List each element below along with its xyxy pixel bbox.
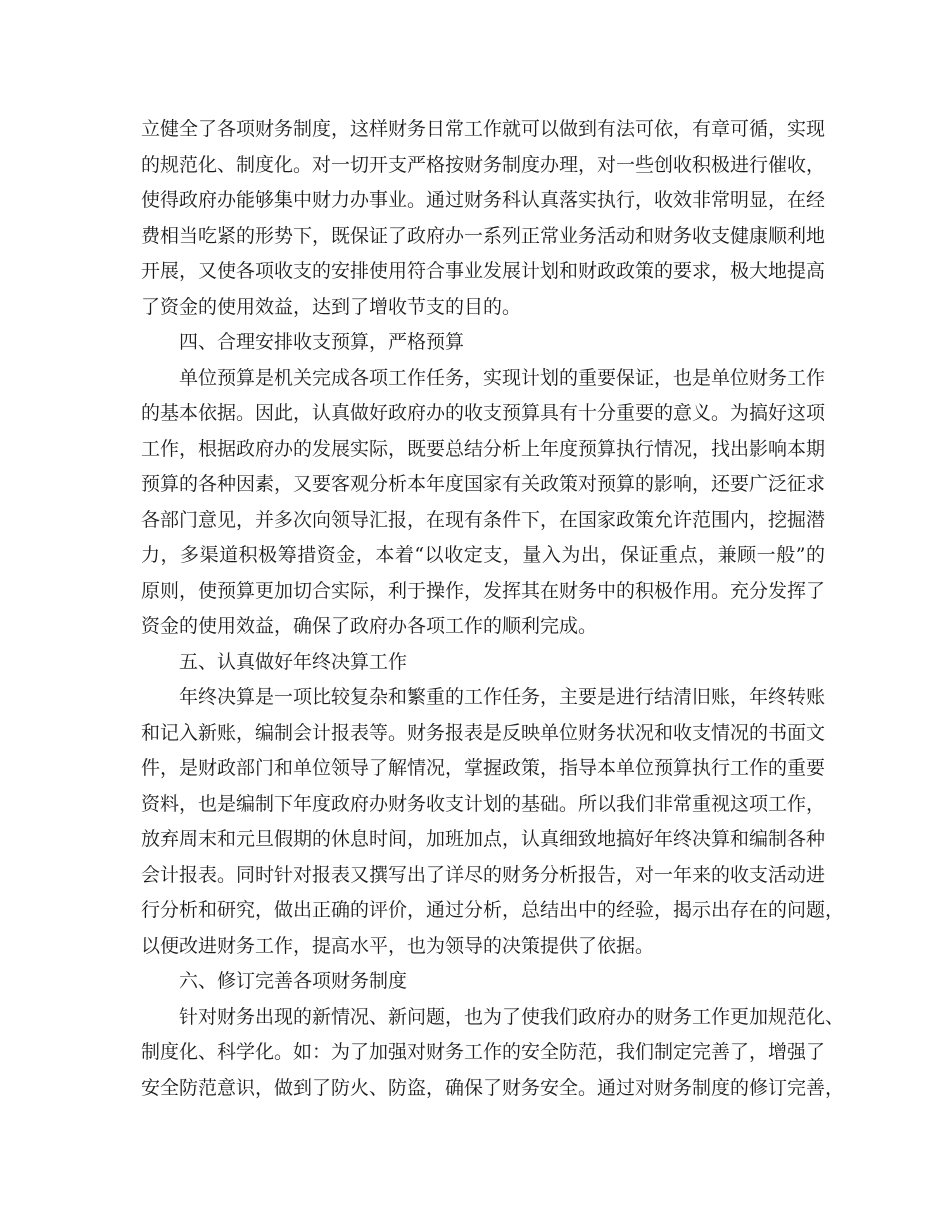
heading-text: 六、修订完善各项财务制度 [179,970,408,992]
text-line: 制度化、科学化。如：为了加强对财务工作的安全防范，我们制定完善了，增强了 [141,1041,826,1063]
text-line: 会计报表。同时针对报表又撰写出了详尽的财务分析报告，对一年来的收支活动进 [141,863,826,886]
text-line: 费相当吃紧的形势下，既保证了政府办一系列正常业务活动和财务收支健康顺利地 [141,224,826,247]
heading-text: 四、合理安排收支预算，严格预算 [179,331,465,353]
paragraph [141,1000,845,1107]
text-line: 了资金的使用效益，达到了增收节支的目的。 [141,295,522,318]
text-line: 的基本依据。因此，认真做好政府办的收支预算具有十分重要的意义。为搞好这项 [141,402,826,424]
paragraph [141,680,845,964]
text-line: 开展，又使各项收支的安排使用符合事业发展计划和财政政策的要求，极大地提高 [141,260,826,282]
text-line: 资金的使用效益，确保了政府办各项工作的顺利完成。 [141,615,598,637]
text-line: 使得政府办能够集中财力办事业。通过财务科认真落实执行，收效非常明显，在经 [141,189,826,211]
text-line: 力，多渠道积极筹措资金，本着“以收定支，量入为出，保证重点，兼顾一般”的 [141,544,825,566]
text-line: 以便改进财务工作，提高水平，也为领导的决策提供了依据。 [141,934,655,957]
text-line: 工作，根据政府办的发展实际，既要总结分析上年度预算执行情况，找出影响本期 [141,437,826,460]
text-line: 单位预算是机关完成各项工作任务，实现计划的重要保证，也是单位财务工作 [179,366,826,389]
text-line: 件，是财政部门和单位领导了解情况，掌握政策，指导本单位预算执行工作的重要 [141,757,826,779]
text-line: 原则，使预算更加切合实际，利于操作，发挥其在财务中的积极作用。充分发挥了 [141,579,826,602]
text-line: 资料，也是编制下年度政府办财务收支计划的基础。所以我们非常重视这项工作， [141,792,826,815]
text-line: 和记入新账，编制会计报表等。财务报表是反映单位财务状况和收支情况的书面文 [141,721,826,744]
section-heading [141,645,825,681]
text-line: 预算的各种因素，又要客观分析本年度国家有关政策对预算的影响，还要广泛征求 [141,473,826,495]
paragraph [141,112,825,325]
section-heading [141,964,825,1000]
text-line: 针对财务出现的新情况、新问题，也为了使我们政府办的财务工作更加规范化、 [179,1005,845,1028]
text-line: 各部门意见，并多次向领导汇报，在现有条件下，在国家政策允许范围内，挖掘潜 [141,508,826,531]
text-line: 放弃周末和元旦假期的休息时间，加班加点，认真细致地搞好年终决算和编制各种 [141,828,826,850]
text-line: 的规范化、制度化。对一切开支严格按财务制度办理，对一些创收积极进行催收， [141,153,826,176]
paragraph [141,361,825,645]
text-line: 行分析和研究，做出正确的评价，通过分析，总结出中的经验，揭示出存在的问题， [141,899,845,921]
text-line: 安全防范意识，做到了防火、防盗，确保了财务安全。通过对财务制度的修订完善， [141,1076,845,1099]
text-line: 立健全了各项财务制度，这样财务日常工作就可以做到有法可依，有章可循，实现 [141,118,826,140]
heading-text: 五、认真做好年终决算工作 [179,650,408,673]
section-heading [141,325,825,361]
text-line: 年终决算是一项比较复杂和繁重的工作任务，主要是进行结清旧账，年终转账 [179,686,826,708]
document-page [141,112,845,1106]
